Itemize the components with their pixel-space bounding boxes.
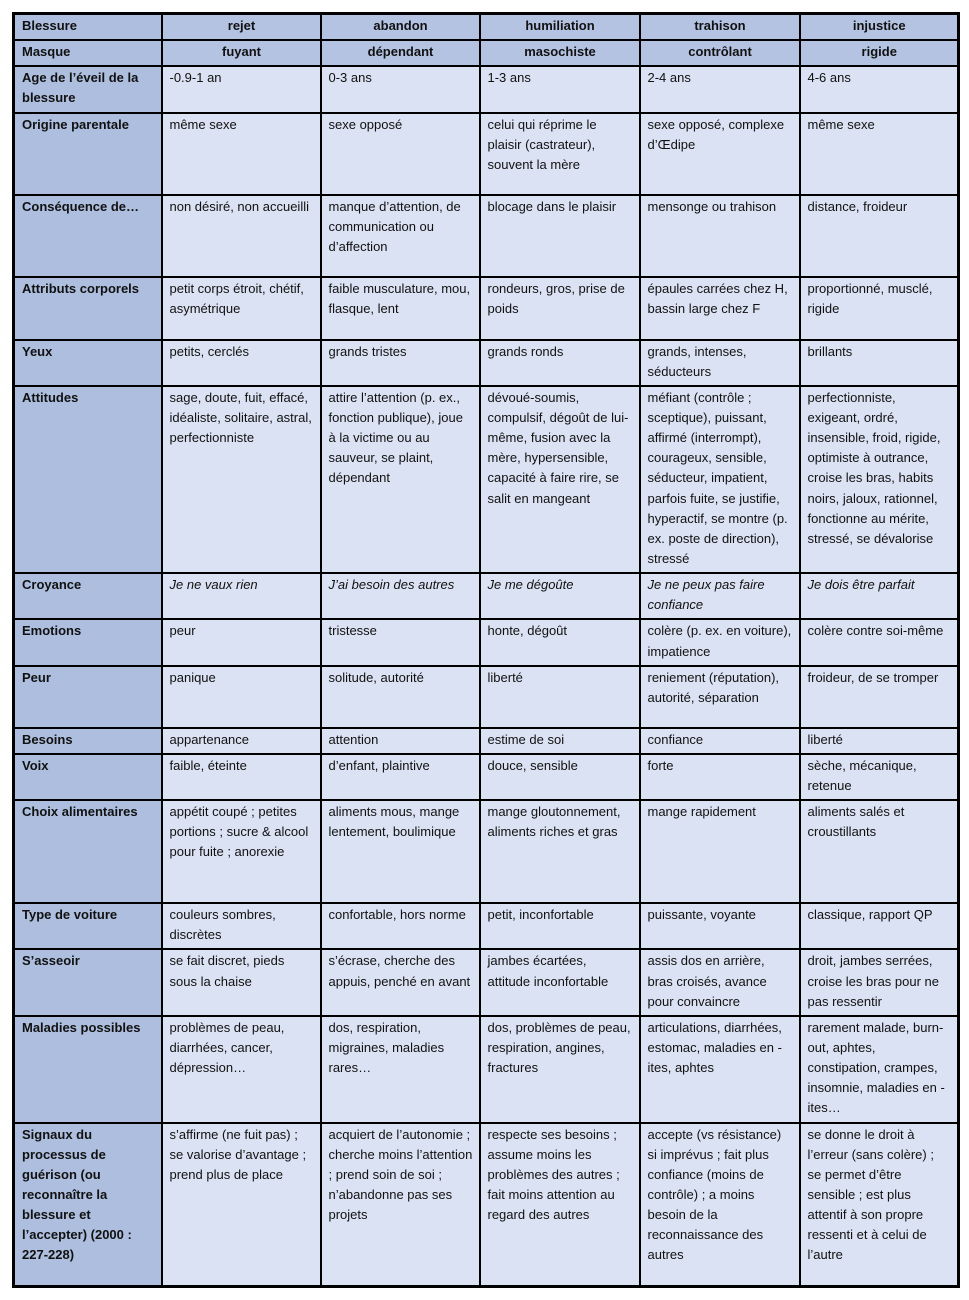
table-cell: colère (p. ex. en voiture), impatience xyxy=(640,619,800,665)
table-cell: faible, éteinte xyxy=(162,754,321,800)
table-cell: articulations, diarrhées, estomac, maladies en -ites, aphtes xyxy=(640,1016,800,1123)
table-cell: dos, respiration, migraines, maladies rares… xyxy=(321,1016,480,1123)
table-cell: proportionné, musclé, rigide xyxy=(800,277,959,340)
masque-dependant: dépendant xyxy=(321,40,480,66)
row-label: S’asseoir xyxy=(14,949,162,1015)
table-cell: dos, problèmes de peau, respiration, angines, fractures xyxy=(480,1016,640,1123)
table-cell: d’enfant, plaintive xyxy=(321,754,480,800)
table-cell: distance, froideur xyxy=(800,195,959,277)
table-cell: se fait discret, pieds sous la chaise xyxy=(162,949,321,1015)
table-cell: honte, dégoût xyxy=(480,619,640,665)
masque-rigide: rigide xyxy=(800,40,959,66)
table-cell: rarement malade, burn-out, aphtes, constipation, crampes, insomnie, maladies en -ites… xyxy=(800,1016,959,1123)
table-cell: sexe opposé xyxy=(321,113,480,195)
row-label: Besoins xyxy=(14,728,162,754)
column-header-abandon: abandon xyxy=(321,14,480,41)
table-row xyxy=(14,903,959,949)
column-header-humiliation: humiliation xyxy=(480,14,640,41)
table-body xyxy=(14,66,959,1286)
row-label: Conséquence de… xyxy=(14,195,162,277)
table-cell: sèche, mécanique, retenue xyxy=(800,754,959,800)
table-row xyxy=(14,728,959,754)
table-cell: acquiert de l’autonomie ; cherche moins l’attention ; prend soin de soi ; n’abandonne pas ses projets xyxy=(321,1123,480,1287)
table-cell: reniement (réputation), autorité, séparation xyxy=(640,666,800,728)
table-cell: confiance xyxy=(640,728,800,754)
table-row xyxy=(14,66,959,112)
table-cell: épaules carrées chez H, bassin large chez F xyxy=(640,277,800,340)
table-cell: forte xyxy=(640,754,800,800)
table-row xyxy=(14,1123,959,1287)
table-cell: petits, cerclés xyxy=(162,340,321,386)
column-header-rejet: rejet xyxy=(162,14,321,41)
row-label: Peur xyxy=(14,666,162,728)
table-cell: dévoué-soumis, compulsif, dégoût de lui-même, fusion avec la mère, hypersensible, capacité à faire rire, se salit en mangeant xyxy=(480,386,640,573)
table-cell: attention xyxy=(321,728,480,754)
table-cell: solitude, autorité xyxy=(321,666,480,728)
table-cell: 4-6 ans xyxy=(800,66,959,112)
table-cell: jambes écartées, attitude inconfortable xyxy=(480,949,640,1015)
row-label: Croyance xyxy=(14,573,162,619)
table-cell: liberté xyxy=(800,728,959,754)
table-row xyxy=(14,277,959,340)
table-cell: se donne le droit à l’erreur (sans colère) ; se permet d’être sensible ; est plus attentif à son propre ressenti et à celui de l’autre xyxy=(800,1123,959,1287)
table-cell: colère contre soi-même xyxy=(800,619,959,665)
table-cell: rondeurs, gros, prise de poids xyxy=(480,277,640,340)
table-cell: 2-4 ans xyxy=(640,66,800,112)
table-cell: assis dos en arrière, bras croisés, avance pour convaincre xyxy=(640,949,800,1015)
table-row xyxy=(14,340,959,386)
masque-controlant: contrôlant xyxy=(640,40,800,66)
table-cell: -0.9-1 an xyxy=(162,66,321,112)
table-cell: 0-3 ans xyxy=(321,66,480,112)
table-row xyxy=(14,573,959,619)
row-label: Attitudes xyxy=(14,386,162,573)
masque-masochiste: masochiste xyxy=(480,40,640,66)
row-label: Signaux du processus de guérison (ou reconnaître la blessure et l’accepter) (2000 : 227-228) xyxy=(14,1123,162,1287)
table-cell: attire l’attention (p. ex., fonction publique), joue à la victime ou au sauveur, se plaint, dépendant xyxy=(321,386,480,573)
table-cell: puissante, voyante xyxy=(640,903,800,949)
table-cell: perfectionniste, exigeant, ordré, insensible, froid, rigide, optimiste à outrance, croise les bras, habits noirs, jaloux, rationnel, fonctionne au mérite, stressé, se dévalorise xyxy=(800,386,959,573)
table-cell: mensonge ou trahison xyxy=(640,195,800,277)
table-cell: estime de soi xyxy=(480,728,640,754)
row-label: Type de voiture xyxy=(14,903,162,949)
table-cell: douce, sensible xyxy=(480,754,640,800)
table-cell: s’écrase, cherche des appuis, penché en avant xyxy=(321,949,480,1015)
table-cell: appartenance xyxy=(162,728,321,754)
table-cell: respecte ses besoins ; assume moins les problèmes des autres ; fait moins attention au regard des autres xyxy=(480,1123,640,1287)
table-cell: Je ne peux pas faire confiance xyxy=(640,573,800,619)
table-cell: même sexe xyxy=(162,113,321,195)
table-cell: mange gloutonnement, aliments riches et gras xyxy=(480,800,640,903)
blessure-header-label: Blessure xyxy=(14,14,162,41)
blessure-header-row xyxy=(14,14,959,41)
row-label: Voix xyxy=(14,754,162,800)
row-label: Choix alimentaires xyxy=(14,800,162,903)
table-cell: celui qui réprime le plaisir (castrateur), souvent la mère xyxy=(480,113,640,195)
table-row xyxy=(14,1016,959,1123)
row-label: Maladies possibles xyxy=(14,1016,162,1123)
table-row xyxy=(14,666,959,728)
table-cell: aliments mous, mange lentement, boulimique xyxy=(321,800,480,903)
table-cell: grands, intenses, séducteurs xyxy=(640,340,800,386)
table-cell: Je dois être parfait xyxy=(800,573,959,619)
table-cell: brillants xyxy=(800,340,959,386)
table-cell: liberté xyxy=(480,666,640,728)
table-cell: grands ronds xyxy=(480,340,640,386)
table-row xyxy=(14,949,959,1015)
table-cell: couleurs sombres, discrètes xyxy=(162,903,321,949)
table-cell: Je ne vaux rien xyxy=(162,573,321,619)
table-cell: aliments salés et croustillants xyxy=(800,800,959,903)
table-cell: non désiré, non accueilli xyxy=(162,195,321,277)
table-cell: faible musculature, mou, flasque, lent xyxy=(321,277,480,340)
row-label: Yeux xyxy=(14,340,162,386)
table-cell: tristesse xyxy=(321,619,480,665)
column-header-trahison: trahison xyxy=(640,14,800,41)
row-label: Origine parentale xyxy=(14,113,162,195)
masque-header-label: Masque xyxy=(14,40,162,66)
table-cell: problèmes de peau, diarrhées, cancer, dépression… xyxy=(162,1016,321,1123)
table-row xyxy=(14,195,959,277)
column-header-injustice: injustice xyxy=(800,14,959,41)
row-label: Attributs corporels xyxy=(14,277,162,340)
table-cell: petit, inconfortable xyxy=(480,903,640,949)
table-cell: J’ai besoin des autres xyxy=(321,573,480,619)
table-cell: 1-3 ans xyxy=(480,66,640,112)
table-cell: panique xyxy=(162,666,321,728)
table-cell: appétit coupé ; petites portions ; sucre & alcool pour fuite ; anorexie xyxy=(162,800,321,903)
table-cell: Je me dégoûte xyxy=(480,573,640,619)
table-row xyxy=(14,754,959,800)
table-cell: petit corps étroit, chétif, asymétrique xyxy=(162,277,321,340)
table-row xyxy=(14,619,959,665)
table-cell: même sexe xyxy=(800,113,959,195)
wounds-masks-table xyxy=(12,12,960,1288)
table-row xyxy=(14,386,959,573)
table-cell: mange rapidement xyxy=(640,800,800,903)
masque-header-row xyxy=(14,40,959,66)
table-cell: confortable, hors norme xyxy=(321,903,480,949)
table-cell: manque d’attention, de communication ou d’affection xyxy=(321,195,480,277)
table-cell: accepte (vs résistance) si imprévus ; fait plus confiance (moins de contrôle) ; a moins besoin de la reconnaissance des autres xyxy=(640,1123,800,1287)
table-cell: peur xyxy=(162,619,321,665)
table-row xyxy=(14,113,959,195)
table-cell: grands tristes xyxy=(321,340,480,386)
table-cell: blocage dans le plaisir xyxy=(480,195,640,277)
table-cell: froideur, de se tromper xyxy=(800,666,959,728)
table-row xyxy=(14,800,959,903)
table-cell: méfiant (contrôle ; sceptique), puissant, affirmé (interrompt), courageux, sensible, séducteur, impatient, parfois fuite, se justifie, hyperactif, se montre (p. ex. poste de direction), stressé xyxy=(640,386,800,573)
table-cell: s’affirme (ne fuit pas) ; se valorise d’avantage ; prend plus de place xyxy=(162,1123,321,1287)
table-cell: droit, jambes serrées, croise les bras pour ne pas ressentir xyxy=(800,949,959,1015)
table-cell: classique, rapport QP xyxy=(800,903,959,949)
row-label: Emotions xyxy=(14,619,162,665)
row-label: Age de l’éveil de la blessure xyxy=(14,66,162,112)
masque-fuyant: fuyant xyxy=(162,40,321,66)
table-cell: sexe opposé, complexe d’Œdipe xyxy=(640,113,800,195)
table-cell: sage, doute, fuit, effacé, idéaliste, solitaire, astral, perfectionniste xyxy=(162,386,321,573)
